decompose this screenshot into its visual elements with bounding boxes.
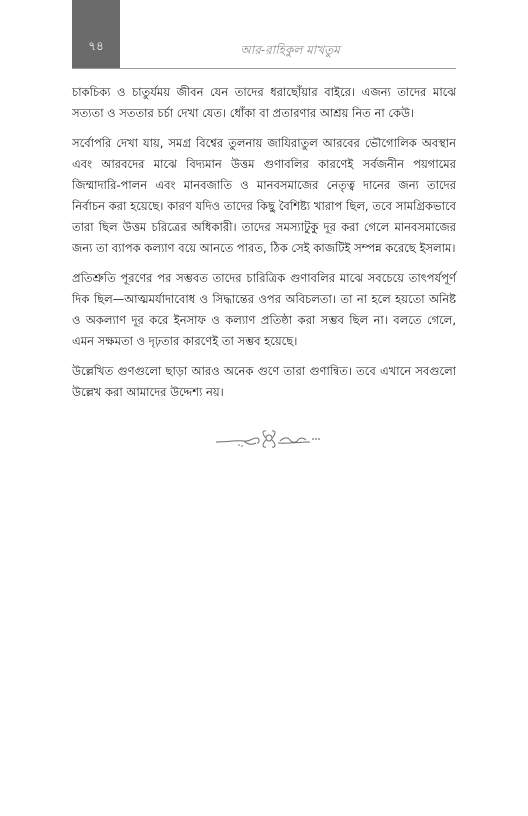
page-number: ৭৪ <box>88 39 104 53</box>
paragraph: উল্লেখিত গুণগুলো ছাড়া আরও অনেক গুণে তারা গুণান্বিত। তবে এখানে সবগুলো উল্লেখ করা আমাদের উদ্দেশ্য নয়। <box>72 364 456 399</box>
paragraph: চাকচিক্য ও চাতুর্যময় জীবন যেন তাদের ধরাছোঁয়ার বাইরে। এজন্য তাদের মাঝে সত্যতা ও সততার চর্চা দেখা যেত। ধোঁকা বা প্রতারণার আশ্রয় নিত না কেউ। <box>72 85 456 120</box>
running-head: আর-রাহিকুল মাখতুম <box>240 43 340 57</box>
paragraph: সর্বোপরি দেখা যায়, সমগ্র বিশ্বের তুলনায় জাযিরাতুল আরবের ভৌগোলিক অবস্থান এবং আরবদের মাঝে বিদ্যমান উত্তম গুণাবলির কারণেই সর্বজনীন পয়গামের জিম্মাদারি-পালন এবং মানবজাতি ও মানবসমাজের নেতৃত্ব দানের জন্য তাদের নির্বাচন করা হয়েছে। কারণ যদিও তাদের কিছু বৈশিষ্ট্য খারাপ ছিল, তবে সামগ্রিকভাবে তারা ছিল উত্তম চরিত্রের অধিকারী। তাদের সমস্যাটুকু দূর করা গেলে মানবসমাজের জন্য তা ব্যাপক কল্যাণ বয়ে আনতে পারত, ঠিক সেই কাজটিই সম্পন্ন করেছে ইসলাম। <box>72 136 456 255</box>
body-text <box>72 82 456 412</box>
floral-divider-icon <box>214 428 324 454</box>
paragraph: প্রতিশ্রুতি পূরণের পর সম্ভবত তাদের চারিত্রিক গুণাবলির মাঝে সবচেয়ে তাৎপর্যপূর্ণ দিক ছিল—আত্মমর্যাদাবোধ ও সিদ্ধান্তের ওপর অবিচলতা। তা না হলে হয়তো অনিষ্ট ও অকল্যাণ দূর করে ইনসাফ ও কল্যাণ প্রতিষ্ঠা করা সম্ভব ছিল না। বলতে গেলে, এমন সক্ষমতা ও দৃঢ়তার কারণেই তা সম্ভব হয়েছে। <box>72 271 456 348</box>
header-divider <box>72 68 456 69</box>
page-number-tab <box>72 0 120 68</box>
